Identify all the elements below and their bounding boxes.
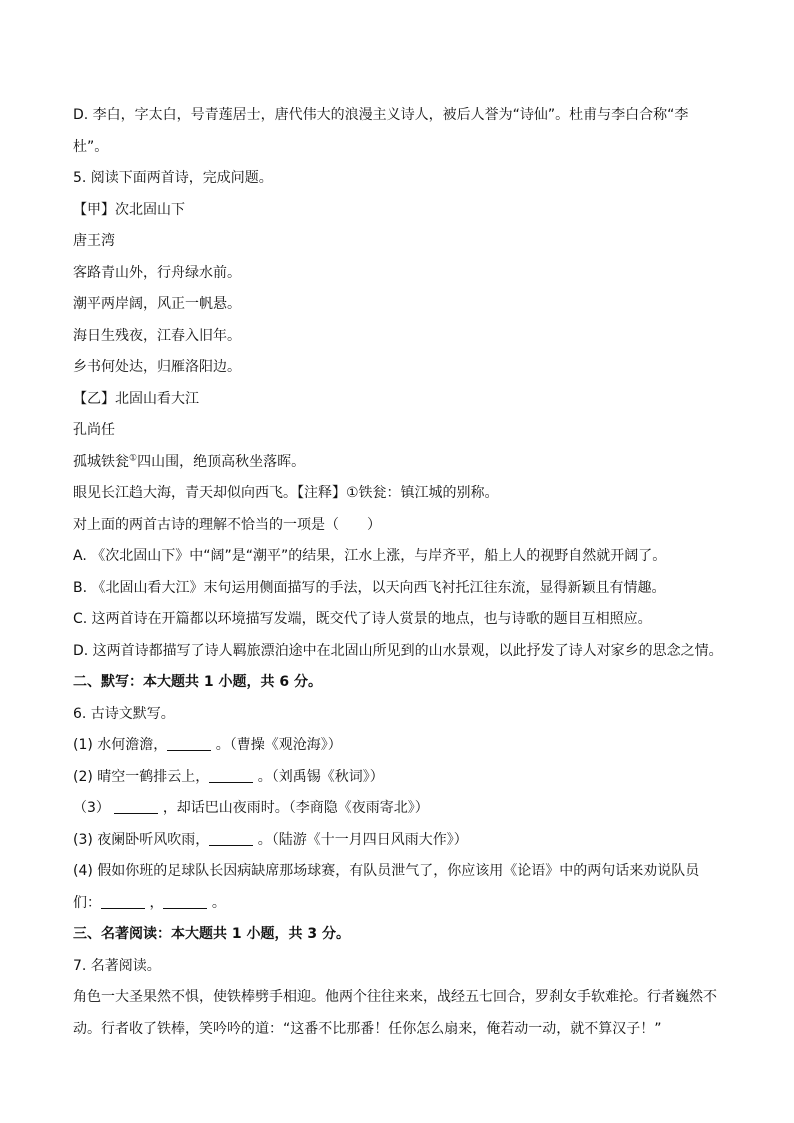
answer-blank[interactable] — [163, 894, 207, 909]
q7-paragraph-line1: 角色一大圣果然不惧，使铁棒劈手相迎。他两个往往来来，战经五七回合，罗刹女手软难抡。行者巍然不 — [73, 989, 717, 1005]
q7-paragraph-line2: 动。行者收了铁棒，笑吟吟的道：“这番不比那番！任你怎么扇来，俺若动一动，就不算汉子！” — [73, 1020, 662, 1037]
q6-item-5-post: 。 — [211, 894, 226, 911]
poem1-author: 唐王湾 — [73, 233, 115, 249]
q6-item-2 — [73, 762, 723, 794]
answer-blank[interactable] — [114, 799, 158, 814]
q5-option-a: A. 《次北固山下》中“阔”是“潮平”的结果，江水上涨，与岸齐平，船上人的视野自然就开阔了。 — [73, 548, 667, 564]
q6-item-5-mid: ， — [149, 894, 164, 911]
section3-heading: 三、名著阅读：本大题共 1 小题，共 3 分。 — [73, 926, 350, 942]
poem2-title: 【乙】北固山看大江 — [73, 390, 199, 407]
poem2-line1 — [73, 447, 723, 479]
poem2-line1-after: 四山围，绝顶高秋坐落晖。 — [137, 453, 306, 470]
poem2-line1-before: 孤城铁瓮 — [73, 453, 129, 470]
answer-blank[interactable] — [167, 736, 211, 751]
q5-option-c: C. 这两首诗在开篇都以环境描写发端，既交代了诗人赏景的地点，也与诗歌的题目互相照应。 — [73, 611, 652, 627]
q6-item-1-post: 。（曹操《观沧海》） — [215, 737, 342, 753]
q4-option-d-line2: 杜”。 — [73, 138, 109, 155]
q6-item-4 — [73, 825, 723, 857]
q6-item-3-post: ，却话巴山夜雨时。（李商隐《夜雨寄北》） — [162, 800, 429, 816]
section2-heading: 二、默写：本大题共 1 小题，共 6 分。 — [73, 674, 322, 690]
q6-item-4-post: 。（陆游《十一月四日风雨大作》） — [257, 831, 468, 848]
answer-blank[interactable] — [101, 894, 145, 909]
q6-item-2-pre: (2) 晴空一鹤排云上， — [73, 768, 210, 785]
q6-item-1-pre: (1) 水何澹澹， — [73, 737, 168, 753]
q6-item-4-pre: (3) 夜阑卧听风吹雨， — [73, 831, 210, 848]
q6-item-3 — [73, 793, 723, 825]
q7-stem: 7. 名著阅读。 — [73, 957, 161, 974]
q4-option-d-line1: D. 李白，字太白，号青莲居士，唐代伟大的浪漫主义诗人，被后人誉为“诗仙”。杜甫与李白合称“李 — [73, 107, 689, 123]
q6-item-2-post: 。（刘禹锡《秋词》） — [257, 768, 384, 785]
q6-stem: 6. 古诗文默写。 — [73, 705, 175, 722]
poem1-line: 乡书何处达，归雁洛阳边。 — [73, 359, 241, 375]
poem1-title: 【甲】次北固山下 — [73, 201, 185, 218]
poem1-line: 海日生残夜，江春入旧年。 — [73, 327, 241, 344]
q6-item-3-pre: （3） — [73, 800, 115, 816]
q6-item-5-pre: 们： — [73, 894, 101, 911]
q5-option-b: B. 《北固山看大江》末句运用侧面描写的手法，以天向西飞衬托江往东流，显得新颖且有情趣。 — [73, 579, 666, 596]
q6-item-5-line2 — [73, 888, 723, 920]
q6-item-5-line1: (4) 假如你班的足球队长因病缺席那场球赛，有队员泄气了，你应该用《论语》中的两句话来劝说队员 — [73, 863, 700, 879]
poem1-line: 客路青山外，行舟绿水前。 — [73, 264, 241, 281]
q5-option-d: D. 这两首诗都描写了诗人羁旅漂泊途中在北固山所见到的山水景观，以此抒发了诗人对家乡的思念之情。 — [73, 642, 723, 659]
footnote-marker: ① — [129, 452, 138, 463]
poem1-line: 潮平两岸阔，风正一帆悬。 — [73, 296, 241, 312]
q6-item-1 — [73, 730, 723, 762]
q5-stem: 5. 阅读下面两首诗，完成问题。 — [73, 170, 273, 186]
answer-blank[interactable] — [209, 768, 253, 783]
poem2-author: 孔尚任 — [73, 422, 115, 438]
q5-question: 对上面的两首古诗的理解不恰当的一项是（ ） — [73, 516, 381, 533]
answer-blank[interactable] — [209, 831, 253, 846]
document-body — [73, 100, 723, 1045]
poem2-line2-with-note: 眼见长江趋大海，青天却似向西飞。【注释】①铁瓮：镇江城的别称。 — [73, 485, 499, 501]
